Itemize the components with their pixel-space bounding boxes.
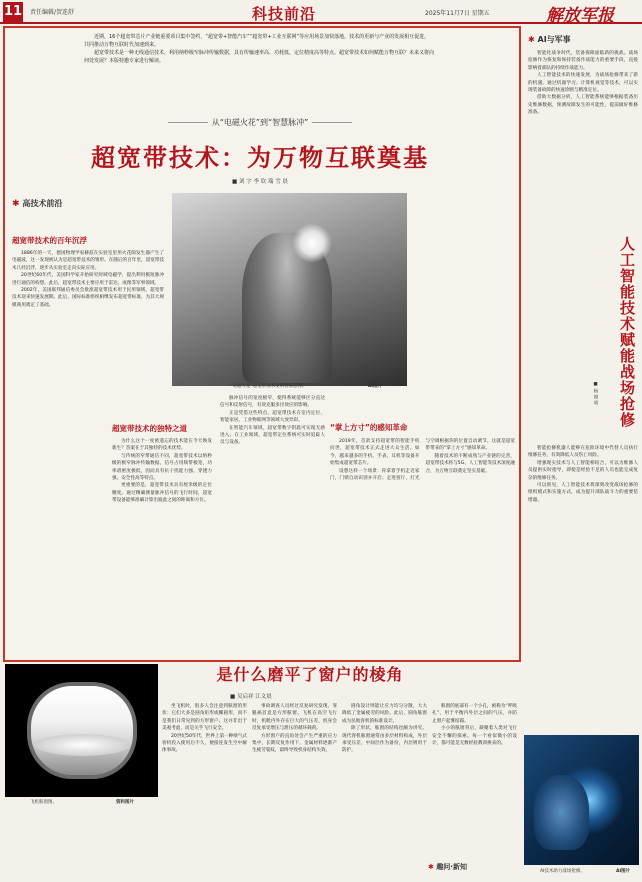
ai-repair-photo (524, 735, 639, 865)
cloud-layer (35, 734, 130, 756)
paragraph: 2019年，首款支持超宽带的智能手机问世，超宽带技术正式走进大众生活。如今，越来越多的手机、手表、耳机等设备开始集成超宽带芯片。 (330, 439, 420, 467)
photo-credit: 资料图片 (116, 800, 134, 805)
paragraph: 方形窗户的直角处会产生严重的应力集中，长期反复作用下，金属材料逐渐产生疲劳裂纹，最终导致机身结构失效。 (252, 733, 337, 754)
editor-credit: 责任编辑/贺连舒 (30, 9, 75, 16)
intro-paragraph: 超宽带技术是一种无线通信技术，利用纳秒级窄脉冲传输数据，具有传输速率高、功耗低、定位精度高等特点。超宽带技术如何赋能万物互联？未来又将向何处发展？本版特邀专家进行解读。 (84, 50, 435, 64)
section-tag (428, 862, 467, 872)
sidebar-section-tag (528, 34, 571, 45)
newspaper-brand: 解放军报 (546, 6, 614, 26)
sidebar-column-top (528, 50, 638, 232)
paragraph: 增强现实技术与人工智能相结合，可以为维修人员提供实时指导，即使是经验不足的人员也能完成复杂的维修任务。 (528, 460, 638, 481)
sidebar-title: 人工智能技术赋能战场抢修 (618, 236, 636, 428)
article-byline: ■ 刘 宇 李 钦 瑞 雪 晨 (232, 179, 288, 185)
article-column-4 (330, 438, 515, 658)
paragraph: 除了形状，舷窗的结构也颇为讲究。现代客机舷窗通常由多层材料构成，外层承受压差，中间层作为备份，内层则用于防护。 (342, 726, 427, 754)
subhead-perception: “掌上方寸”的感知革命 (330, 423, 408, 432)
paragraph: 更重要的是，超宽带技术具有厘米级的定位精度。通过精确测量脉冲信号的飞行时间，超宽带设备能够准确计算出彼此之间的距离和方位。 (112, 483, 212, 504)
subhead-history: 超宽带技术的百年沉浮 (12, 236, 87, 245)
issue-date: 2025年11月7日 星期五 (425, 10, 490, 17)
article2-column-3 (342, 703, 427, 873)
paragraph: 为什么这个一度被遗忘的技术能在今天焕发新生？答案在于其独特的技术优势。 (112, 439, 212, 452)
paragraph: 20世纪60年代，美国科学家开始研究时域电磁学，提出利用极短脉冲进行通信的构想。此后，超宽带技术主要应用于雷达、成像等军事领域。 (12, 273, 164, 286)
photo-credit: AI图片 (368, 384, 383, 389)
article2-column-1 (162, 703, 247, 873)
sidebar-byline: ■ 杨 俊 明 (593, 382, 598, 405)
paragraph: 2002年，美国联邦通信委员会批准超宽带技术用于民用领域，超宽带技术迎来快速发展期。此后，国际标准组织相继发布超宽带标准，为其大规模商用奠定了基础。 (12, 288, 164, 308)
paragraph: 在智能汽车领域，超宽带数字钥匙可实现无感进入；在工业领域，超宽带定位系统可实时追踪人员与设备。 (220, 425, 325, 446)
article-kicker: 从“电磁火花”到“智慧脉冲” (130, 117, 390, 128)
article2-column-0 (5, 806, 157, 876)
paragraph: 可以预见，人工智能技术将深刻改变战场抢修的组织模式和实施方式，成为提升部队战斗力的重要倍增器。 (528, 483, 638, 503)
paragraph: 与传统的窄带通信不同，超宽带技术以纳秒级的极窄脉冲传输数据，信号占用频带极宽，功率谱密度极低，因而具有抗干扰能力强、穿透力强、安全性高等特点。 (112, 453, 212, 482)
ai-head-figure (534, 775, 589, 850)
aircraft-window-photo (5, 664, 158, 797)
window-frame (27, 682, 137, 779)
article2-column-2 (252, 703, 337, 873)
paragraph: 20世纪50年代，世界上第一种喷气式客机投入使用后不久，便接连发生空中解体事故。 (162, 733, 247, 754)
article2-column-4 (432, 703, 517, 858)
paragraph: 正是凭借这些特点，超宽带技术在室内定位、智能家居、工业物联网等领域大放异彩。 (220, 410, 325, 424)
article2-headline: 是什么磨平了窗户的棱角 (216, 665, 404, 684)
paragraph: 小小的舷窗背后，凝聚着人类对飞行安全不懈的探索。每一个看似微小的设计，都可能是无数经验教训换来的。 (432, 726, 517, 747)
photo-caption: AI技术助力战场抢修。 (540, 869, 585, 874)
paragraph: 设想这样一个场景：你拿着手机走近家门，门锁自动识别并开启；走进客厅，灯光与空调根据你的位置自动调节。这就是超宽带带来的“掌上方寸”感知革命。 (330, 439, 515, 482)
star-icon: ✱ (528, 35, 535, 44)
article2-byline: ■ 吴启祥 江文晨 (230, 694, 272, 700)
star-icon: ✱ (428, 863, 434, 871)
paragraph: 智能化战争时代，装备保障面临新的挑战。战场抢修作为恢复和保持装备作战能力的重要手段，直接影响着部队的持续作战能力。 (528, 51, 638, 71)
section-tag (12, 198, 62, 209)
paragraph: 事故调查人员经过反复研究发现，罪魁祸首竟是方形舷窗。飞机在高空飞行时，机舱内外存在巨大的气压差，机身会反复承受增压与泄压的循环载荷。 (252, 704, 337, 732)
photo-caption: “电磁火花”超宽带技术发明者赫兹像。 (230, 384, 307, 389)
section-tag-label: 高技术前沿 (22, 199, 63, 208)
article-intro (84, 33, 434, 65)
sidebar-column-bottom (528, 445, 638, 730)
article-column-3 (220, 395, 325, 657)
paragraph: 舷窗的底部有一个小孔，被称为“呼吸孔”，用于平衡内外层之间的气压，并防止窗户起雾结霜。 (432, 704, 517, 724)
sidebar-tag-label: AI与军事 (537, 35, 571, 44)
paragraph: 1886年的一天，德国物理学家赫兹在实验室里用火花隙发生器产生了电磁波，这一发现被认为是超宽带技术的雏形。在随后的百年里，超宽带技术几经沉浮，逐步从实验室走向实际应用。 (12, 251, 164, 271)
light-glow (292, 223, 332, 263)
hertz-photo (172, 193, 407, 386)
intro-paragraph: 近期，16个超宽带芯片产业链重要项目集中签约，“超宽带+智能汽车”“超宽带+工业互联网”等应用场景加快落地。技术的更新与产业的发展相互促进，共同推动万物互联时代加速到来。 (84, 34, 430, 48)
star-icon: ✱ (12, 199, 20, 209)
paragraph: 脉冲信号的宽度极窄，使得系统能够区分直达信号和反射信号，有效克服多径效应的影响。 (220, 396, 325, 409)
paragraph: 人工智能技术的快速发展，为战场抢修带来了新的机遇。通过机器学习、计算机视觉等技术，可以实现装备故障的快速诊断与精准定位。 (528, 73, 638, 94)
photo-credit: AI图片 (616, 869, 631, 874)
photo-caption: 飞机舷窗图。 (30, 800, 57, 805)
page-number: 11 (3, 2, 23, 22)
paragraph: 借助大数据分析，人工智能系统能够根据装备历史维修数据，预测故障发生的可能性，提前做好维修准备。 (528, 95, 638, 116)
subhead-unique: 超宽带技术的独特之道 (112, 424, 187, 433)
article-headline: 超宽带技术：为万物互联奠基 (91, 144, 429, 172)
masthead (0, 0, 642, 24)
paragraph: 坐飞机时，很多人会注意到舷窗的形状：它们大多是圆角矩形或椭圆形，而不是我们日常见到的方形窗户。这并非出于美观考虑，而是关乎飞行安全。 (162, 704, 247, 732)
paragraph: 随着技术的不断成熟与产业链的完善，超宽带技术将与5G、人工智能等技术深度融合，为万物互联奠定坚实基础。 (425, 453, 515, 474)
article-column-2 (112, 438, 212, 658)
paragraph: 圆角设计则能让应力均匀分散，大大降低了金属疲劳的风险。此后，圆角舷窗成为民航客机的标准设计。 (342, 704, 427, 724)
section-tag-label: 趣问·新知 (436, 863, 467, 871)
paragraph: 智能抢修机器人能够在危险环境中代替人员执行维修任务，有效降低人员伤亡风险。 (528, 446, 638, 459)
section-title: 科技前沿 (252, 5, 317, 23)
